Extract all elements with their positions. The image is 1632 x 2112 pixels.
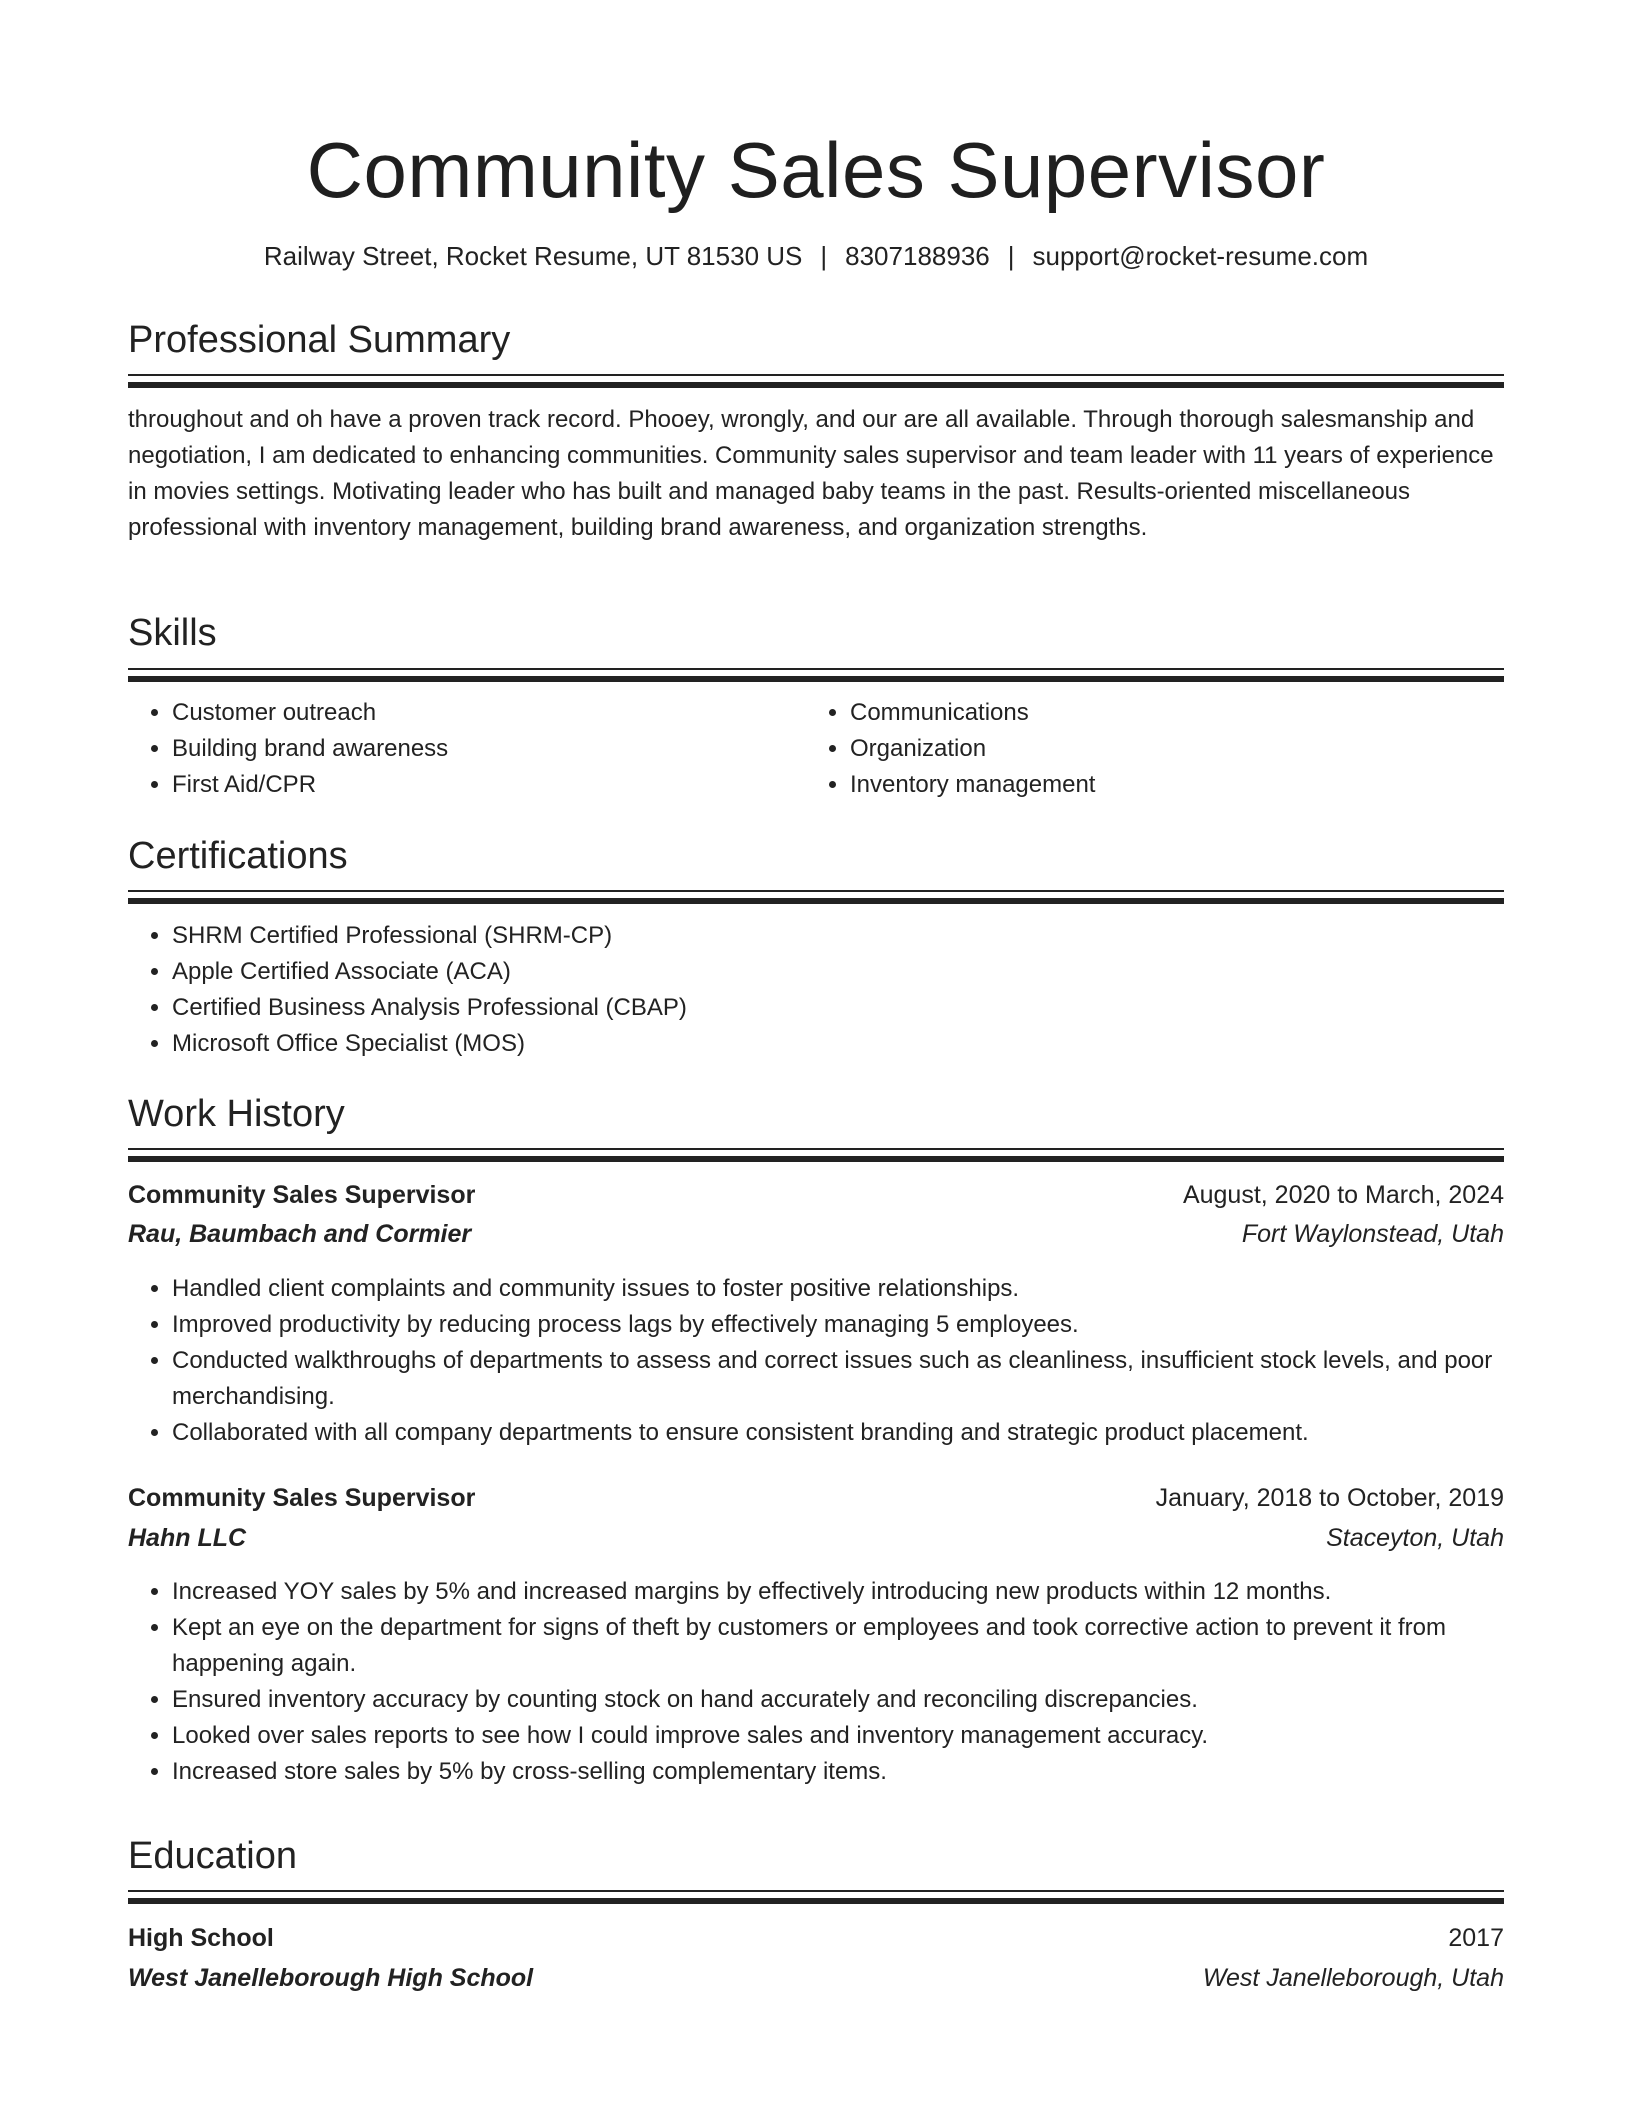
job-dates: August, 2020 to March, 2024 xyxy=(1182,1181,1504,1209)
contact-line xyxy=(128,238,1504,274)
job-bullet: • Kept an eye on the department for signs of theft by customers or employees and took corrective action to prevent it from happening again. xyxy=(172,1610,1504,1682)
contact-email: support@rocket-resume.com xyxy=(1032,241,1369,271)
section-title-summary: Professional Summary xyxy=(128,319,511,361)
resume-name: Community Sales Supervisor xyxy=(306,126,1326,214)
job-location: Fort Waylonstead, Utah xyxy=(1241,1220,1504,1248)
certifications-list xyxy=(128,918,1504,1062)
summary-text: throughout and oh have a proven track record. Phooey, wrongly, and our are all available. Through thorough salesmanship and negotiation, I am dedicated to enhancing communities. Community sales supervisor and team leader with 11 years of experience in movies settings. Motivating leader who has built and managed baby teams in the past. Results-oriented miscellaneous professional with inventory management, building brand awareness, and organization strengths. xyxy=(128,406,1494,541)
contact-phone: 8307188936 xyxy=(845,241,990,271)
contact-separator: | xyxy=(820,241,828,271)
job-bullet: • Collaborated with all company departments to ensure consistent branding and strategic product placement. xyxy=(172,1415,1504,1451)
job-bullets xyxy=(128,1574,1504,1790)
job-company: Hahn LLC xyxy=(128,1524,247,1552)
section-title-education: Education xyxy=(128,1835,298,1877)
section-title-certifications: Certifications xyxy=(128,835,348,877)
job-title: Community Sales Supervisor xyxy=(128,1181,476,1209)
certification-item: • Apple Certified Associate (ACA) xyxy=(172,954,1504,990)
skills-column-left xyxy=(128,695,798,803)
job-location: Staceyton, Utah xyxy=(1326,1524,1504,1552)
section-divider xyxy=(128,890,1504,905)
skill-item: • Building brand awareness xyxy=(172,731,798,767)
education-school: West Janelleborough High School xyxy=(128,1964,534,1992)
education-degree: High School xyxy=(128,1924,274,1952)
skill-item: • Organization xyxy=(850,731,1504,767)
job-bullet: • Looked over sales reports to see how I could improve sales and inventory management accuracy. xyxy=(172,1718,1504,1754)
skills-column-right xyxy=(806,695,1504,803)
section-title-work-history: Work History xyxy=(128,1093,345,1135)
section-divider xyxy=(128,668,1504,683)
job-dates: January, 2018 to October, 2019 xyxy=(1155,1484,1504,1512)
job-title: Community Sales Supervisor xyxy=(128,1484,476,1512)
certification-item: • Microsoft Office Specialist (MOS) xyxy=(172,1026,1504,1062)
job-bullet: • Handled client complaints and community issues to foster positive relationships. xyxy=(172,1271,1504,1307)
job-bullet: • Ensured inventory accuracy by counting stock on hand accurately and reconciling discrepancies. xyxy=(172,1682,1504,1718)
education-year: 2017 xyxy=(1448,1924,1504,1952)
job-bullet: • Increased store sales by 5% by cross-selling complementary items. xyxy=(172,1754,1504,1790)
section-title-skills: Skills xyxy=(128,612,217,654)
certification-item: • Certified Business Analysis Professional (CBAP) xyxy=(172,990,1504,1026)
education-location: West Janelleborough, Utah xyxy=(1202,1964,1504,1992)
job-bullet: • Conducted walkthroughs of departments to assess and correct issues such as cleanliness, insufficient stock levels, and poor merchandising. xyxy=(172,1343,1504,1415)
skill-item: • Communications xyxy=(850,695,1504,731)
certification-item: • SHRM Certified Professional (SHRM-CP) xyxy=(172,918,1504,954)
skill-item: • Customer outreach xyxy=(172,695,798,731)
job-company: Rau, Baumbach and Cormier xyxy=(128,1220,472,1248)
contact-address: Railway Street, Rocket Resume, UT 81530 US xyxy=(263,241,803,271)
section-divider xyxy=(128,1890,1504,1905)
job-bullet: • Improved productivity by reducing process lags by effectively managing 5 employees. xyxy=(172,1307,1504,1343)
section-divider xyxy=(128,1148,1504,1163)
contact-separator: | xyxy=(1007,241,1015,271)
job-bullets xyxy=(128,1271,1504,1451)
skill-item: • Inventory management xyxy=(850,767,1504,803)
skill-item: • First Aid/CPR xyxy=(172,767,798,803)
job-bullet: • Increased YOY sales by 5% and increased margins by effectively introducing new products within 12 months. xyxy=(172,1574,1504,1610)
section-divider xyxy=(128,374,1504,389)
